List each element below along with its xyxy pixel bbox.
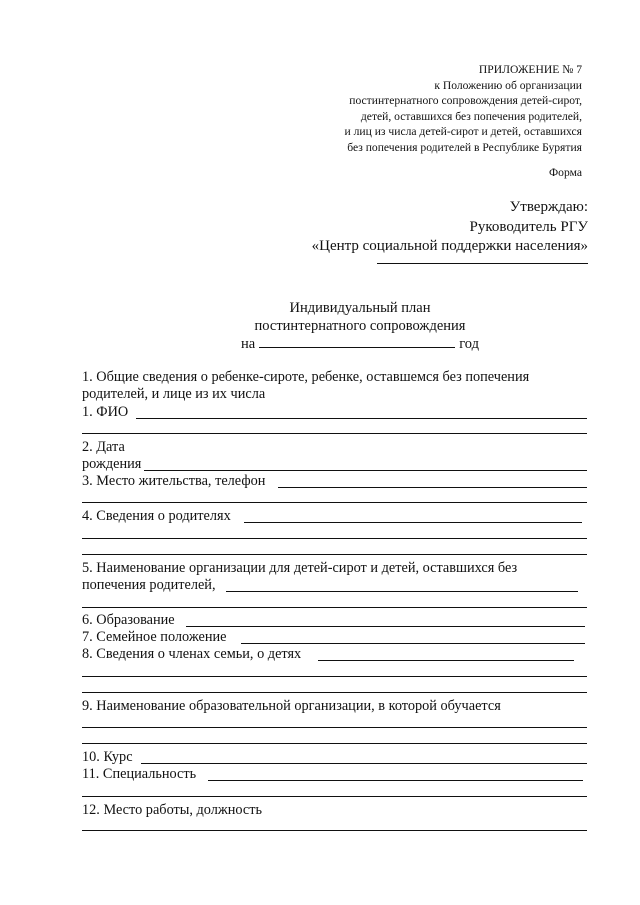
parents-field-line-2[interactable] <box>82 538 587 539</box>
dob-field[interactable] <box>144 470 587 471</box>
approval-line: Руководитель РГУ <box>469 218 588 235</box>
title-year: год <box>459 336 479 352</box>
section-1-heading: 1. Общие сведения о ребенке-сироте, ребенке, оставшемся без попечения <box>82 369 530 385</box>
work-field[interactable] <box>82 830 587 831</box>
school-field-line-2[interactable] <box>82 743 587 744</box>
specialty-field-line-2[interactable] <box>82 796 587 797</box>
family-field[interactable] <box>241 643 585 644</box>
fio-label: 1. ФИО <box>82 404 129 420</box>
residence-field-line-2[interactable] <box>82 502 587 503</box>
residence-field[interactable] <box>278 487 587 488</box>
signature-line <box>377 263 588 264</box>
approval-block <box>312 198 588 257</box>
members-field-line-2[interactable] <box>82 676 587 677</box>
course-field[interactable] <box>141 763 587 764</box>
dob-label-cont: рождения <box>82 456 142 472</box>
appendix-line: детей, оставшихся без попечения родителей, <box>360 109 582 123</box>
specialty-field[interactable] <box>208 780 583 781</box>
appendix-line: ПРИЛОЖЕНИЕ № 7 <box>478 63 582 76</box>
org-field[interactable] <box>226 591 578 592</box>
residence-label: 3. Место жительства, телефон <box>82 473 266 489</box>
appendix-line: постинтернатного сопровождения детей-сирот, <box>349 94 582 108</box>
title-line-1: Индивидуальный план <box>289 300 431 316</box>
parents-label: 4. Сведения о родителях <box>82 508 231 524</box>
dob-label: 2. Дата <box>82 439 125 455</box>
form-label: Форма <box>549 166 582 179</box>
org-label: 5. Наименование организации для детей-сирот и детей, оставшихся без <box>82 560 518 576</box>
appendix-line: без попечения родителей в Республике Бурятия <box>347 140 582 154</box>
work-label: 12. Место работы, должность <box>82 802 263 818</box>
education-field[interactable] <box>186 626 585 627</box>
org-field-line-2[interactable] <box>82 607 587 608</box>
fio-field[interactable] <box>136 418 587 419</box>
section-1-heading-cont: родителей, и лице из их числа <box>82 386 266 402</box>
education-label: 6. Образование <box>82 612 175 628</box>
org-label-cont: попечения родителей, <box>82 577 216 593</box>
appendix-line: к Положению об организации <box>434 78 582 92</box>
school-label: 9. Наименование образовательной организации, в которой обучается <box>82 698 501 714</box>
fio-field-line-2[interactable] <box>82 433 587 434</box>
school-field[interactable] <box>82 727 587 728</box>
title-line-2: постинтернатного сопровождения <box>254 317 466 334</box>
specialty-label: 11. Специальность <box>82 766 197 782</box>
title-line-3 <box>0 335 640 354</box>
approval-line: «Центр социальной поддержки населения» <box>311 238 588 254</box>
members-field[interactable] <box>318 660 574 661</box>
title-on: на <box>241 336 256 352</box>
members-field-line-3[interactable] <box>82 692 587 693</box>
members-label: 8. Сведения о членах семьи, о детях <box>82 646 302 662</box>
parents-field[interactable] <box>244 522 582 523</box>
course-label: 10. Курс <box>82 749 133 765</box>
year-field[interactable] <box>259 335 455 348</box>
appendix-line: и лиц из числа детей-сирот и детей, оставшихся <box>344 125 582 139</box>
document-title <box>0 300 640 354</box>
approval-line: Утверждаю: <box>509 199 588 215</box>
parents-field-line-3[interactable] <box>82 554 587 555</box>
appendix-header <box>300 62 582 156</box>
family-label: 7. Семейное положение <box>82 629 227 645</box>
